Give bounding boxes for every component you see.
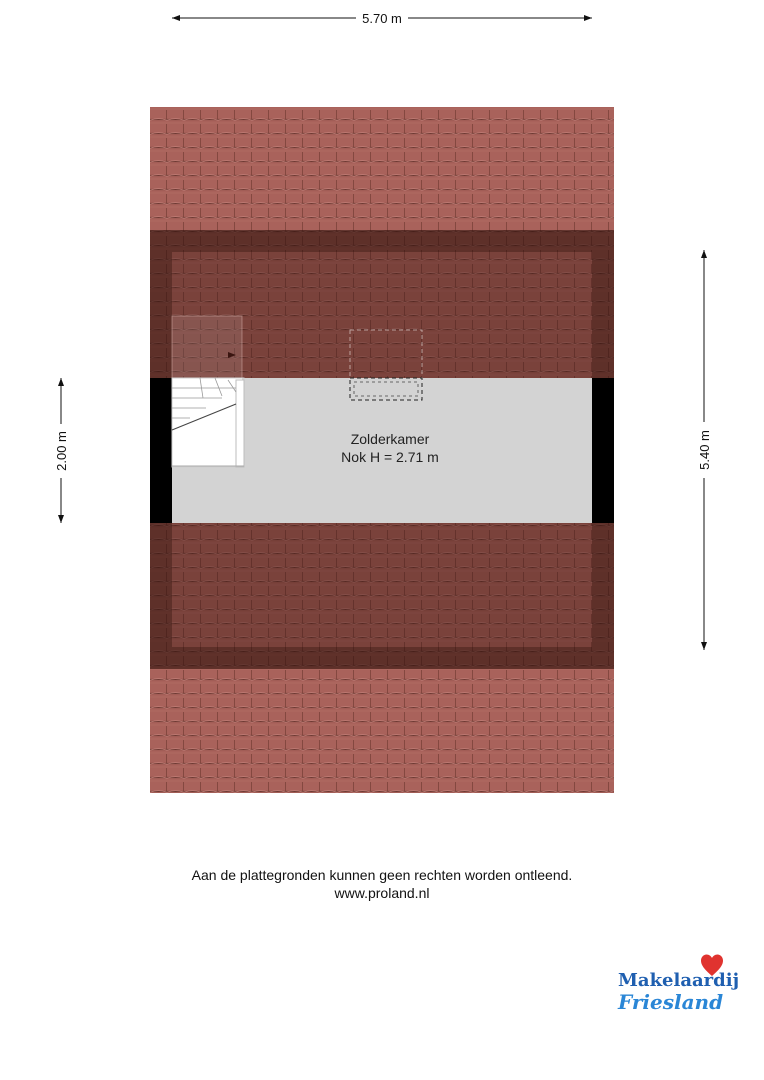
footer (0, 866, 764, 902)
dimension-right-label: 5.40 m (697, 430, 712, 470)
dimension-left (54, 378, 69, 523)
room-name: Zolderkamer (350, 431, 430, 447)
room-ridge-height: Nok H = 2.71 m (341, 449, 439, 465)
disclaimer-text: Aan de plattegronden kunnen geen rechten worden ontleend. (191, 867, 573, 883)
logo-line1: Makelaardij (618, 970, 740, 991)
stair-upper-area (172, 316, 242, 378)
wall-left (150, 378, 172, 523)
logo-line2: Friesland (618, 990, 724, 1014)
shadow-edge-top (150, 230, 614, 252)
shadow-edge-left-top (150, 252, 172, 378)
logo-makelaardij-friesland (612, 952, 742, 1022)
website-text: www.proland.nl (334, 885, 430, 901)
dimension-left-label: 2.00 m (54, 431, 69, 471)
shadow-edge-right-bottom (592, 523, 614, 647)
shadow-edge-left-bottom (150, 523, 172, 647)
dimension-top (172, 11, 592, 26)
shadow-edge-bottom (150, 647, 614, 669)
dimension-right (697, 250, 712, 650)
wall-right (592, 378, 614, 523)
staircase (172, 378, 244, 467)
shadow-edge-right-top (592, 252, 614, 378)
dimension-top-label: 5.70 m (362, 11, 402, 26)
